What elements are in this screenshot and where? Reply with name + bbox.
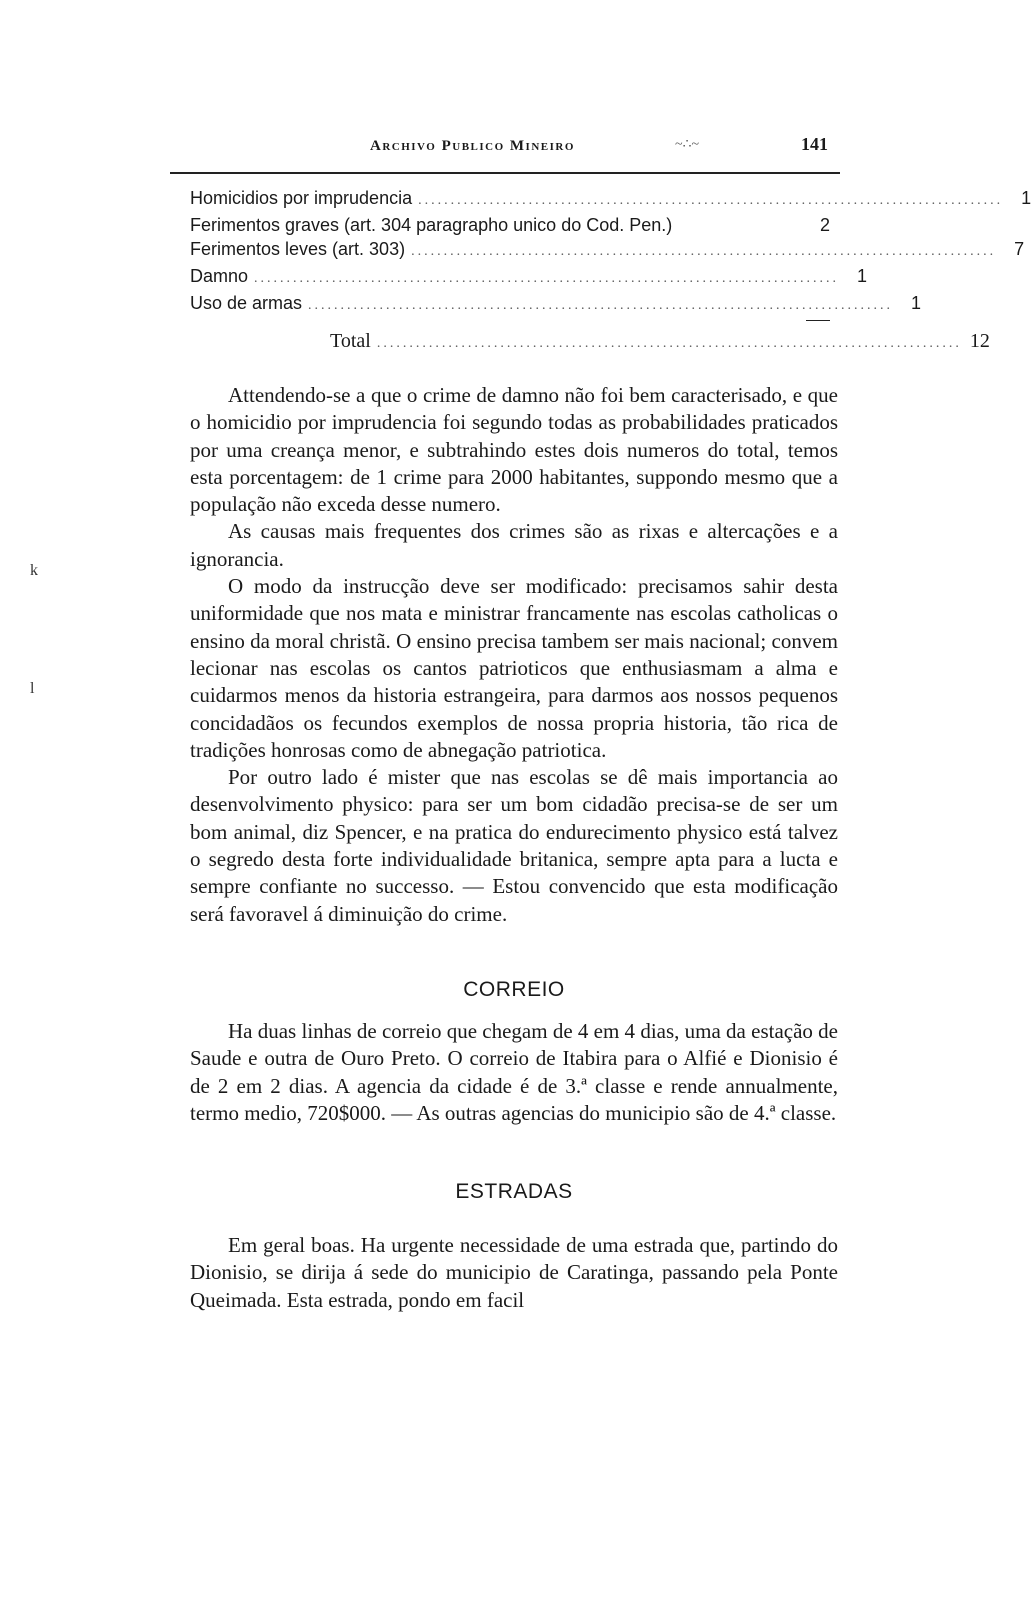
total-value: 12 — [969, 330, 990, 352]
stat-label: Homicidios por imprudencia — [190, 188, 413, 208]
stat-label: Ferimentos graves (art. 304 paragrapho unico do Cod. Pen.) — [190, 215, 673, 235]
section-heading-estradas: ESTRADAS — [455, 1180, 573, 1203]
paragraph: O modo da instrucção deve ser modificado: precisamos sahir desta uniformidade que nos mata e ministrar francamente nas escolas catholicas o ensino da moral christã. O ensino precisa tambem ser mais nacional; convem lecionar nas escolas os cantos patrioticos que enthusiasmam a alma e cuidarmos menos da historia estrangeira, para darmos aos nossos pequenos concidadãos os fecundos exemplos de nossa propria historia, tão rica de tradições honrosas como de abnegação patriotica. — [190, 574, 838, 762]
leader-dots: .......................................................................................... — [418, 193, 1004, 208]
header-rule — [170, 172, 840, 174]
stat-row — [190, 237, 1025, 264]
crime-discussion — [190, 382, 838, 928]
stat-label: Ferimentos leves (art. 303) — [190, 239, 406, 259]
total-row — [190, 329, 990, 356]
leader-dots: .......................................................................................... — [308, 298, 894, 313]
page-number: 141 — [801, 134, 828, 154]
leader-dots: .......................................................................................... — [376, 336, 962, 351]
running-header — [170, 134, 840, 160]
running-title: Archivo Publico Mineiro — [370, 138, 575, 154]
stat-value: 2 — [819, 215, 830, 235]
stat-row — [190, 264, 868, 291]
crime-statistics — [190, 186, 1032, 356]
margin-mark: k — [30, 562, 38, 579]
stat-row — [190, 291, 922, 318]
paragraph: As causas mais frequentes dos crimes são as rixas e altercações e a ignorancia. — [190, 519, 838, 571]
stat-row — [190, 213, 830, 237]
stat-value: 1 — [911, 293, 922, 313]
estradas-section — [190, 1232, 838, 1314]
paragraph: Por outro lado é mister que nas escolas se dê mais importancia ao desenvolvimento physico: para ser um bom cidadão precisa-se de ser um bom animal, diz Spencer, e na pratica do endurecimento physico está talvez o segredo desta forte individualidade britanica, sempre apta para a lucta e sempre confiante no successo. — Estou convencido que esta modificação será favoravel á diminuição do crime. — [190, 765, 838, 926]
stat-value: 1 — [857, 266, 868, 286]
paragraph: Attendendo-se a que o crime de damno não foi bem caracterisado, e que o homicidio por imprudencia foi segundo todas as probabilidades praticados por uma creança menor, e subtrahindo estes dois numeros do total, temos esta porcentagem: de 1 crime para 2000 habitantes, suppondo mesmo que a população não exceda desse numero. — [190, 383, 838, 517]
leader-dots: .......................................................................................... — [254, 271, 840, 286]
total-rule — [806, 320, 830, 321]
paragraph: Em geral boas. Ha urgente necessidade de uma estrada que, partindo do Dionisio, se dirija á sede do municipio de Caratinga, passando pela Ponte Queimada. Esta estrada, pondo em facil — [190, 1233, 838, 1312]
stat-row — [190, 186, 1032, 213]
stat-label: Uso de armas — [190, 293, 303, 313]
leader-dots: .......................................................................................... — [411, 244, 997, 259]
stat-value: 1 — [1021, 188, 1032, 208]
stat-value: 7 — [1014, 239, 1025, 259]
paragraph: Ha duas linhas de correio que chegam de 4 em 4 dias, uma da estação de Saude e outra de Ouro Preto. O correio de Itabira para o Alfié e Dionisio é de 2 em 2 dias. A agencia da cidade é de 3.ª classe e rende annualmente, termo medio, 720$000. — As outras agencias do municipio são de 4.ª classe. — [190, 1019, 838, 1125]
correio-section — [190, 1018, 838, 1127]
stat-label: Damno — [190, 266, 249, 286]
section-heading-correio: CORREIO — [463, 978, 565, 1001]
total-label: Total — [330, 330, 371, 352]
ornament-icon: ~∴~ — [675, 137, 700, 152]
margin-mark: l — [30, 680, 35, 697]
